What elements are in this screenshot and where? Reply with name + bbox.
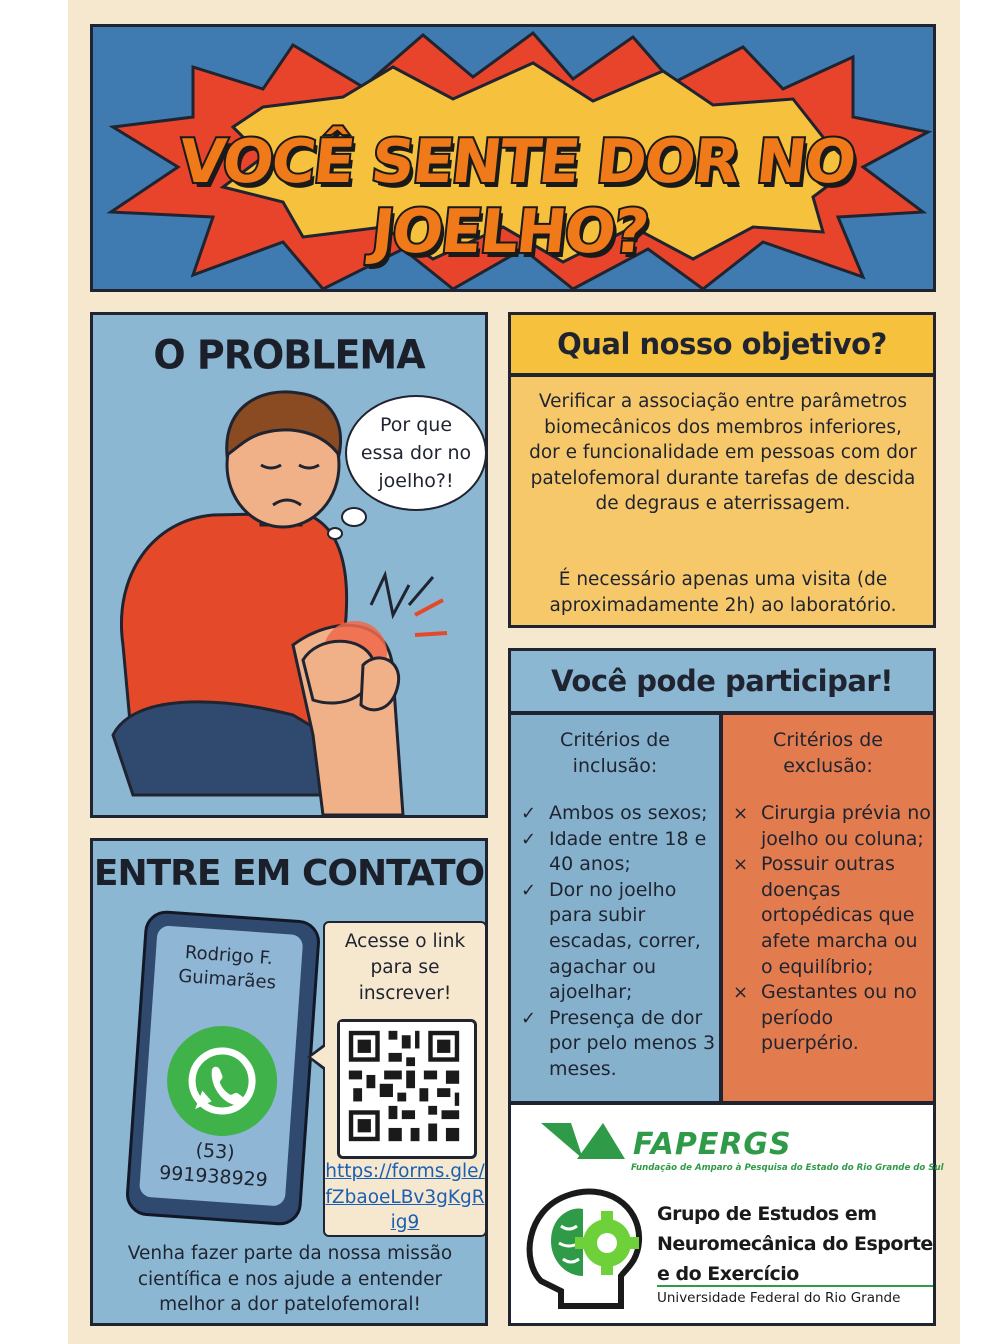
speech-bubble [323,921,487,1237]
thought-dot [341,507,367,527]
exclusion-panel [720,712,936,1104]
contact-phone-number: (53) 991938929 [158,1139,269,1192]
signup-link[interactable]: https://forms.gle/fZbaoeLBv3gKgRig9 [325,1161,485,1233]
research-group-name: Grupo de Estudos em Neuromecânica do Esporte e do Exercício [657,1203,933,1285]
fapergs-subtitle: Fundação de Amparo à Pesquisa do Estado do Rio Grande do Sul [631,1163,944,1173]
brain-gear-logo-icon [521,1181,651,1311]
inclusion-title: Critérios de inclusão: [560,729,670,777]
phone-screen [139,925,304,1207]
participate-title: Você pode participar! [551,664,893,698]
knee-pain-person-icon [93,315,485,815]
check-icon: ✓ [521,828,537,850]
cross-icon: × [733,854,749,876]
inclusion-panel [508,712,722,1104]
list-item: × Gestantes ou no período puerpério. [733,981,917,1055]
contact-invitation: Venha fazer parte da nossa missão científica e nos ajude a entender melhor a dor patelofemoral! [127,1243,453,1315]
exclusion-title: Critérios de exclusão: [773,729,883,777]
speech-tail-fill [311,1046,326,1068]
thought-dot-small [327,527,343,540]
list-item: ✓ Ambos os sexos; [519,801,719,827]
objective-title: Qual nosso objetivo? [557,327,887,361]
whatsapp-icon [163,1022,280,1139]
inclusion-list [519,801,719,1083]
contact-title: ENTRE EM CONTATO [93,853,485,894]
objective-header [508,312,936,376]
divider [657,1285,933,1287]
contact-panel [90,838,488,1326]
cross-icon: × [733,803,749,824]
exclusion-list [731,801,931,1057]
list-item: ✓ Dor no joelho para subir escadas, correr, agachar ou ajoelhar; [521,878,701,1004]
participate-header [508,648,936,714]
objective-body [508,374,936,628]
signup-instruction: Acesse o link para se inscrever! [344,931,466,1004]
phone-icon [125,909,322,1227]
fapergs-name: FAPERGS [633,1127,792,1162]
check-icon: ✓ [521,803,537,824]
check-icon: ✓ [521,879,537,901]
title-banner [90,24,936,292]
cross-icon: × [733,982,749,1004]
sponsor-logos [508,1102,944,1326]
list-item: ✓ Idade entre 18 e 40 anos; [521,827,707,876]
problem-panel [90,312,488,818]
qr-code-icon[interactable] [337,1019,477,1159]
list-item: × Cirurgia prévia no joelho ou coluna; [733,802,931,850]
contact-name: Rodrigo F. Guimarães [177,942,277,994]
list-item: ✓ Presença de dor por pelo menos 3 meses. [521,1006,716,1080]
thought-bubble [345,395,487,511]
poster-title: VOCÊ SENTE DOR NO JOELHO? [175,127,858,267]
objective-visit-note: É necessário apenas uma visita (de aproximadamente 2h) ao laboratório. [549,569,897,616]
thought-text: Por que essa dor no joelho?! [360,414,472,492]
objective-paragraph: Verificar a associação entre parâmetros biomecânicos dos membros inferiores, dor e funcionalidade em pessoas com dor patelofemoral durante tarefas de descida de degraus e aterrissagem. [529,391,917,514]
problem-title: O PROBLEMA [153,331,425,379]
check-icon: ✓ [521,1007,537,1029]
university-name: Universidade Federal do Rio Grande [657,1290,901,1306]
list-item: × Possuir outras doenças ortopédicas que afete marcha ou o equilíbrio; [733,853,918,978]
fapergs-logo-icon [541,1119,631,1163]
